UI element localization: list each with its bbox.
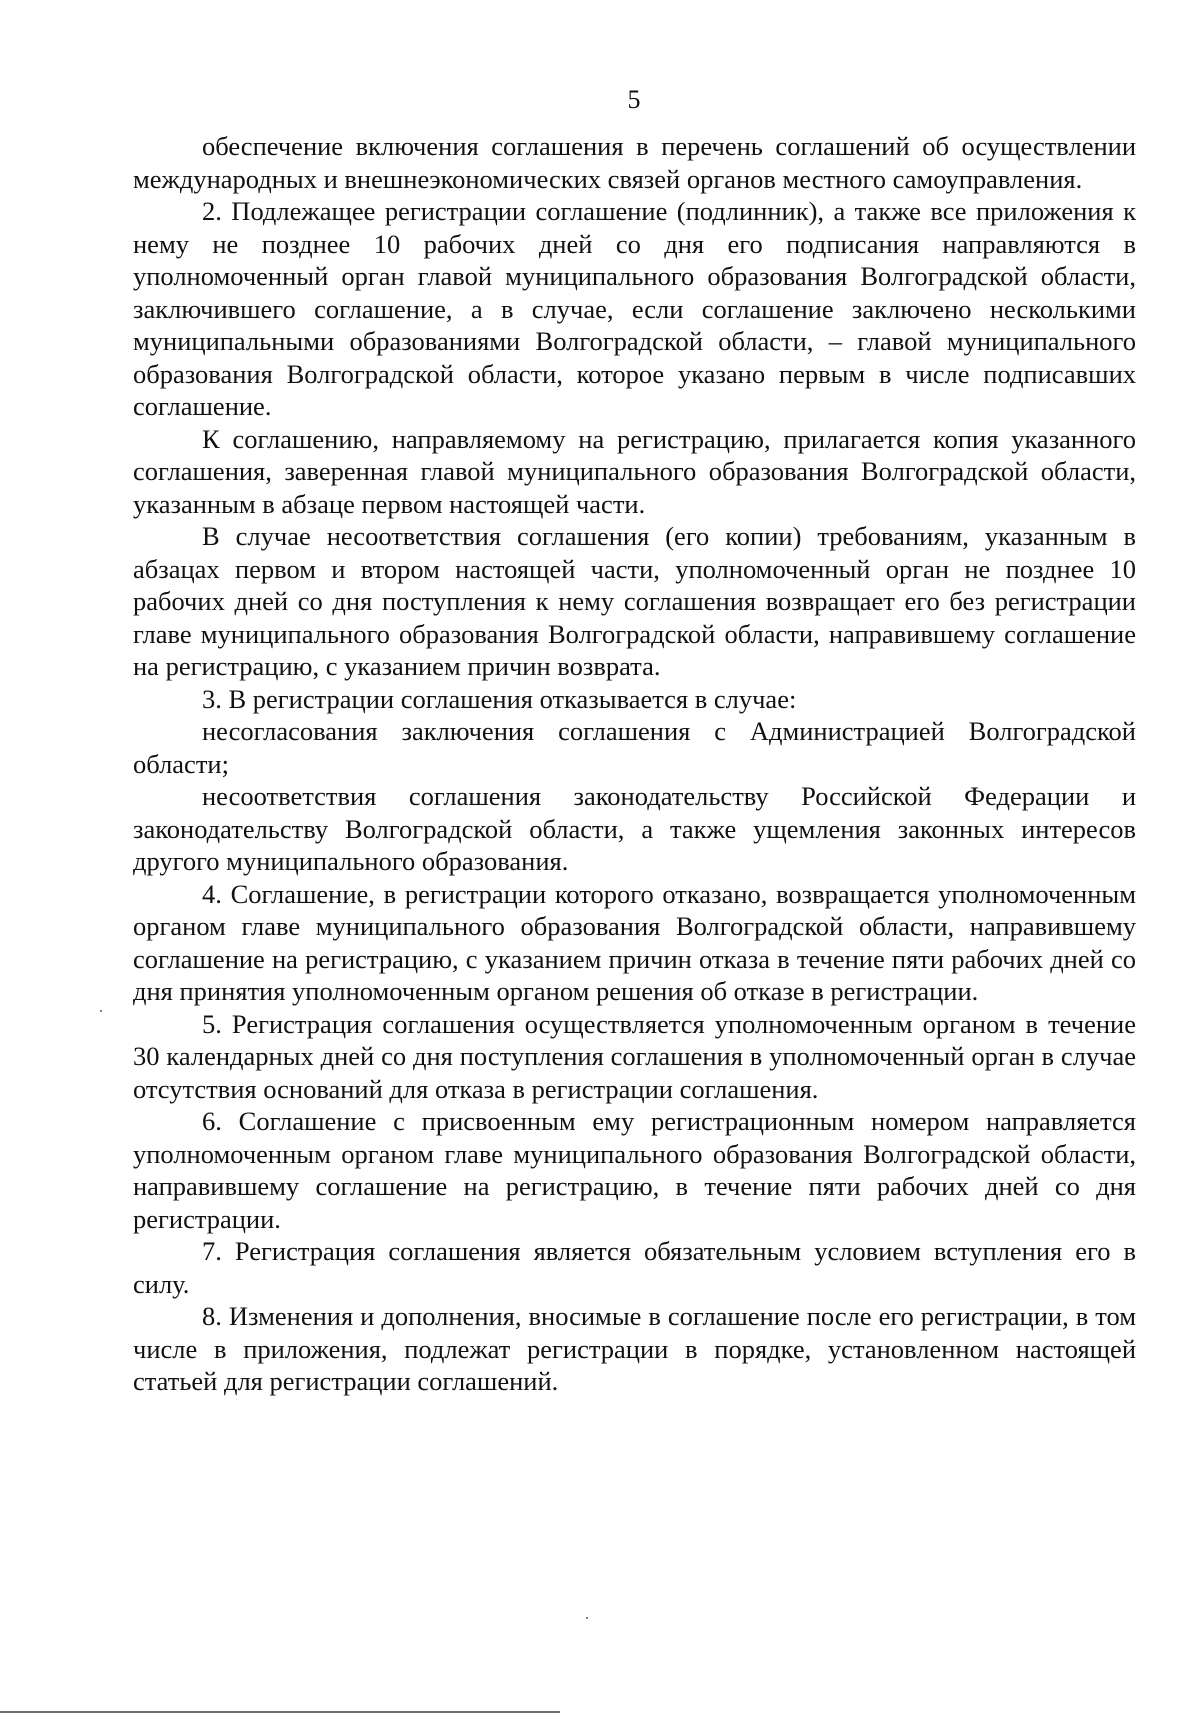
paragraph-item-5: 5. Регистрация соглашения осуществляется уполномоченным органом в течение 30 календарных дней со дня поступления соглашения в уполномоченный орган в случае отсутствия оснований для отказа в регистрации соглашения. xyxy=(133,1008,1136,1104)
paragraph-continuation: обеспечение включения соглашения в перечень соглашений об осуществлении международных и внешнеэкономических связей органов местного самоуправления. xyxy=(133,131,1136,194)
scan-speck xyxy=(965,898,967,900)
paragraph-item-4: 4. Соглашение, в регистрации которого отказано, возвращается уполномоченным органом главе муниципального образования Волгоградской области, направившему соглашение на регистрацию, с указанием причин отказа в течение пяти рабочих дней со дня принятия уполномоченным органом решения об отказе в регистрации. xyxy=(133,878,1136,1006)
paragraph-item-8: 8. Изменения и дополнения, вносимые в соглашение после его регистрации, в том числе в приложения, подлежат регистрации в порядке, установленном настоящей статьей для регистрации соглашений. xyxy=(133,1301,1136,1396)
paragraph-item-7: 7. Регистрация соглашения является обязательным условием вступления его в силу. xyxy=(133,1236,1136,1299)
paragraph-refusal-reason-2: несоответствия соглашения законодательству Российской Федерации и законодательству Волгоградской области, а также ущемления законных интересов другого муниципального образования. xyxy=(133,781,1136,876)
scan-bottom-edge xyxy=(0,1711,560,1713)
paragraph-item-6: 6. Соглашение с присвоенным ему регистрационным номером направляется уполномоченным органом главе муниципального образования Волгоградской области, направившему соглашение на регистрацию, в течение пяти рабочих дней со дня регистрации. xyxy=(133,1106,1136,1234)
paragraph-item-2: 2. Подлежащее регистрации соглашение (подлинник), а также все приложения к нему не позднее 10 рабочих дней со дня его подписания направляются в уполномоченный орган главой муниципального образования Волгоградской области, заключившего соглашение, а в случае, если соглашение заключено несколькими муниципальными образованиями Волгоградской области, – главой муниципального образования Волгоградской области, которое указано первым в числе подписавших соглашение. xyxy=(133,196,1136,421)
document-body xyxy=(133,130,1136,1398)
paragraph-noncompliance: В случае несоответствия соглашения (его копии) требованиям, указанным в абзацах первом и втором настоящей части, уполномоченный орган не позднее 10 рабочих дней со дня поступления к нему соглашения возвращает его без регистрации главе муниципального образования Волгоградской области, направившему соглашение на регистрацию, с указанием причин возврата. xyxy=(133,521,1136,681)
paragraph-refusal-reason-1: несогласования заключения соглашения с Администрацией Волгоградской области; xyxy=(133,716,1136,779)
paragraph-copy-attachment: К соглашению, направляемому на регистрацию, прилагается копия указанного соглашения, заверенная главой муниципального образования Волгоградской области, указанным в абзаце первом настоящей части. xyxy=(133,423,1136,519)
paragraph-item-3: 3. В регистрации соглашения отказывается в случае: xyxy=(202,683,797,714)
scan-speck xyxy=(100,1010,102,1012)
page-number: 5 xyxy=(627,85,641,114)
scan-speck xyxy=(586,1617,588,1619)
